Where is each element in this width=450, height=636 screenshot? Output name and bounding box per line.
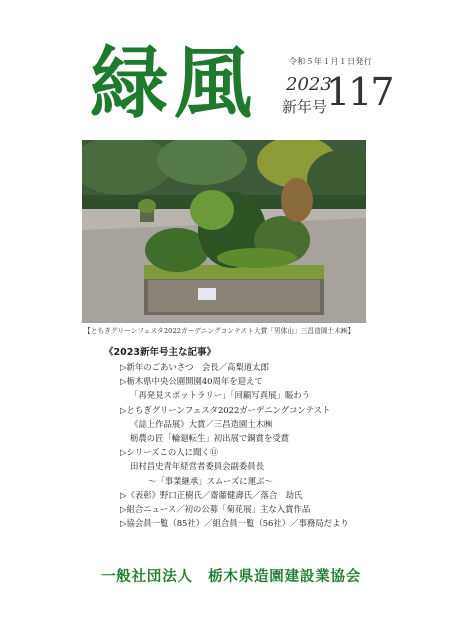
masthead-title: 緑風 bbox=[90, 40, 259, 120]
toc-item: ▷新年のごあいさつ 会長／高梨道太郎 bbox=[120, 362, 269, 372]
toc-item: 「再発見スポットラリー」「回顧写真展」賑わう bbox=[130, 390, 311, 401]
issue-year: 2023 bbox=[286, 74, 332, 95]
issue-label: 新年号 bbox=[282, 98, 328, 116]
issue-number: 117 bbox=[326, 70, 393, 114]
toc-item: ▷シリーズこの人に聞く⑪ bbox=[120, 447, 219, 458]
toc-item: 田村昌史青年経営者委員会副委員長 bbox=[130, 461, 264, 472]
publisher-name: 一般社団法人 栃木県造園建設業協会 bbox=[101, 569, 362, 585]
toc-item: 《誌上作品展》大賞／三昌造園土木㈱ bbox=[130, 418, 273, 429]
table-of-contents bbox=[100, 346, 390, 530]
toc-item: ▷《表彰》野口正樹氏／齋藤健壽氏／落合 劫氏 bbox=[120, 489, 303, 500]
toc-item: ▷栃木県中央公園開園40周年を迎えて bbox=[120, 376, 263, 387]
toc-item: ▷とちぎグリーンフェスタ2022ガーデニングコンテスト bbox=[120, 404, 331, 415]
cover-photo bbox=[82, 140, 366, 323]
toc-item: ▷協会員一覧（85社）／組合員一覧（56社）／事務局だより bbox=[120, 518, 349, 529]
toc-item: ～「事業継承」スムーズに運ぶ～ bbox=[148, 475, 273, 486]
toc-item: ▷組合ニュース／初の公募「菊花展」主な入賞作品 bbox=[120, 503, 311, 514]
masthead-logo bbox=[88, 40, 268, 120]
photo-caption: 【とちぎグリーンフェスタ2022ガーデニングコンテスト大賞「男体山」三昌造園土木㈱】 bbox=[84, 327, 355, 335]
toc-heading: 《2023新年号主な記事》 bbox=[104, 347, 216, 358]
toc-item: 栃農の匠「輪廻転生」初出展で銅賞を受賞 bbox=[130, 432, 290, 443]
issue-date: 令和５年１月１日発行 bbox=[289, 57, 372, 66]
